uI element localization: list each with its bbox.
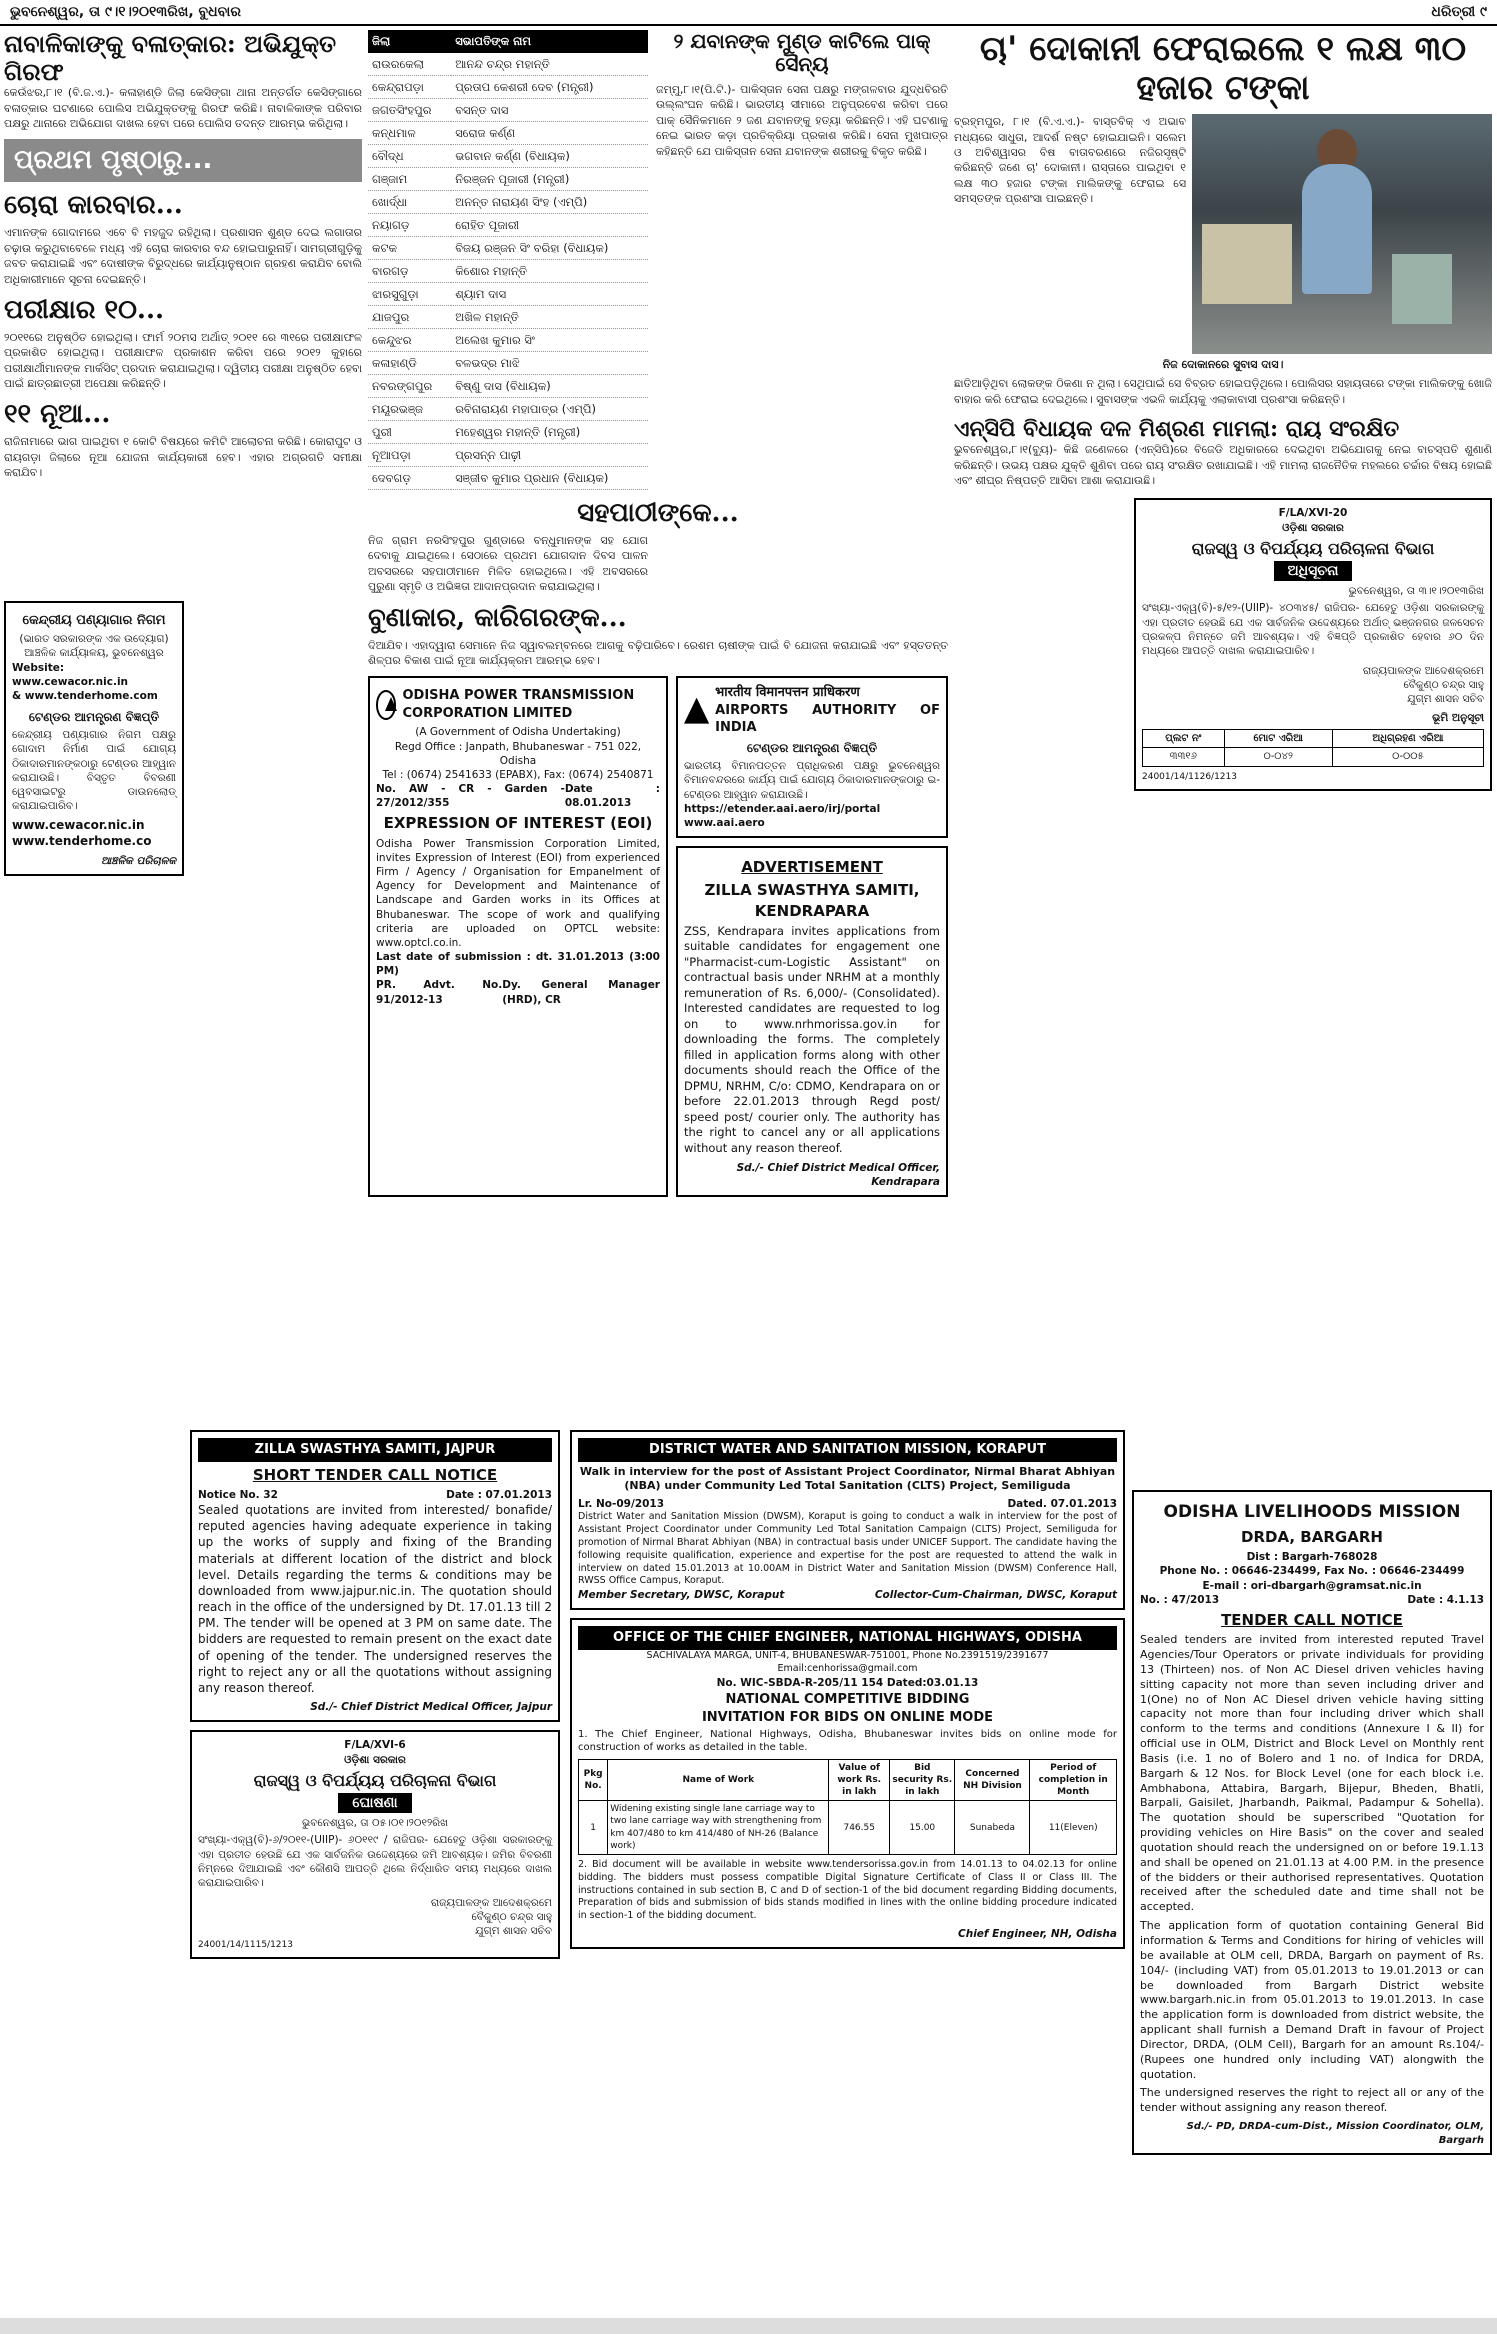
table-cell: ନୂଆପଡ଼ା <box>368 444 451 467</box>
table-cell: ନବରଙ୍ଗପୁର <box>368 375 451 398</box>
article-body: ଏମାନଙ୍କ ଗୋଦାମରେ ଏବେ ବି ମହଜୁଦ ରହିଥିଲା। ପ୍ରଶାସନ ଶୁଣ୍ଡ ଦେଇ ଲଗାତାର ଚଢ଼ାଉ କରୁଥିବାବେଳେ ମଧ୍ୟ ଏହି ଚୋରା କାରବାର ବନ୍ଦ ହୋଇପାରୁନାହିଁ। ସାମଗ୍ରୀଗୁଡ଼ିକୁ ଜବତ କରାଯାଇଛି ଏବଂ ଦୋଷୀଙ୍କ ବିରୁଦ୍ଧରେ କାର୍ଯ୍ୟାନୁଷ୍ଠାନ ଗ୍ରହଣ କରାଯିବ ବୋଲି ଅଧିକାରୀମାନେ ସୂଚନା ଦେଇଛନ୍ତି। <box>4 226 362 286</box>
table-row <box>368 352 648 375</box>
masthead <box>0 0 1497 26</box>
article-body: ୨୦୧୧ରେ ଅନୁଷ୍ଠିତ ହୋଇଥିଲା। ଫାର୍ମ ୨୦ମସ ଅର୍ଥାତ୍ ୨୦୧୧ ରେ ୩୧ରେ ପରୀକ୍ଷାଫଳ ପ୍ରକାଶିତ ହୋଇଥିଲା। ପରୀକ୍ଷାଫଳ ପ୍ରକାଶନ କରିବା ପରେ ୨୦୧୨ କୁହାରେ ପରୀକ୍ଷାର୍ଥୀମାନଙ୍କ ମାର୍କସିଟ୍ ପ୍ରଦାନ କରାଯାଇଥିଲା। ଦ୍ୱିତୀୟ ପରୀକ୍ଷା ଅନୁଷ୍ଠିତ ହେବା ପାଇଁ ଛାତ୍ରଛାତ୍ରୀ ଅପେକ୍ଷା କରିଛନ୍ତି। <box>4 330 362 391</box>
table-cell: ନିରଞ୍ଜନ ପୂଜାରୀ (ମନ୍ତ୍ରୀ) <box>451 168 648 191</box>
table-row <box>368 214 648 237</box>
table-cell: ଆନନ୍ଦ ଚନ୍ଦ୍ର ମହାନ୍ତି <box>451 53 648 76</box>
optcl-tel: Tel : (0674) 2541633 (EPABX), Fax: (0674) 2540871 <box>382 768 654 781</box>
rev1-code: F/LA/XVI-20 <box>1278 507 1348 520</box>
nh-title: NATIONAL COMPETITIVE BIDDING <box>725 1691 970 1707</box>
article-body: ରାଜିନାମାରେ ଭାଗ ପାଇଥିବା ୧ କୋଟି ବିଷୟରେ କମିଟି ଆଲୋଚନା କରିଛି। କୋରାପୁଟ ଓ ରାୟଗଡ଼ା ଜିଲାରେ ନୂଆ ଯୋଜନା କାର୍ଯ୍ୟକାରୀ ହେବ। ଏହାର ଅଗ୍ରଗତି ସମୀକ୍ଷା କରାଯିବ। <box>4 435 362 480</box>
rev1-gov: ଓଡ଼ିଶା ସରକାର <box>1282 521 1344 534</box>
olm-no: No. : 47/2013 <box>1140 1593 1220 1606</box>
table-cell: ବୌଦ୍ଧ <box>368 145 451 168</box>
headline-classmates: ସହପାଠୀଙ୍କେ... <box>577 498 739 528</box>
dwsm-sig1: Member Secretary, DWSC, Koraput <box>578 1589 785 1602</box>
article-body: ଦିଆଯିବ। ଏହାଦ୍ୱାରା ସେମାନେ ନିଜ ସ୍ୱାବଲମ୍ବନରେ ଆଗକୁ ବଢ଼ିପାରିବେ। ରେଶମ ଚାଷୀଙ୍କ ପାଇଁ ବି ଯୋଜନା କରାଯାଇଛି ଏବଂ ହସ୍ତତନ୍ତ ଶିଳ୍ପର ବିକାଶ ପାଇଁ ନୂଆ କାର୍ଯ୍ୟକ୍ରମ ଆରମ୍ଭ ହେବ। <box>368 638 948 667</box>
rev2-sig2: ବୈକୁଣ୍ଠ ଚନ୍ଦ୍ର ସାହୁ <box>471 1911 552 1924</box>
optcl-no: No. AW - CR - Garden - 27/2012/355 <box>376 783 565 810</box>
table-cell: ରବିନାରାୟଣ ମହାପାତ୍ର (ଏମ୍‌ପି) <box>451 398 648 421</box>
president-table <box>368 30 648 490</box>
table-cell: କଳାହାଣ୍ଡି <box>368 352 451 375</box>
zssk-title: ADVERTISEMENT <box>741 858 883 877</box>
article-body: ବ୍ରହ୍ମପୁର, ୮।୧ (ବି.ଏ.ଏ.)- ବାସ୍ତବିକ୍ ଏ ଅଭାବ ମଧ୍ୟରେ ସାଧୁତା, ଆଦର୍ଶ ନଷ୍ଟ ହୋଇଯାଇନି। ସଲେମ ଓ ଅବିଶ୍ୱାସର ବିଷ ବାତାବରଣରେ ନଜିରସୃଷ୍ଟି କରିଛନ୍ତି ଜଣେ ଚା' ଦୋକାନୀ। ରାସ୍ତାରେ ପାଇଥିବା ୧ ଲକ୍ଷ ୩୦ ହଜାର ଟଙ୍କା ମାଲିକଙ୍କୁ ଫେରାଇ ସେ ସମସ୍ତଙ୍କ ପ୍ରଶଂସା ପାଇଛନ୍ତି। <box>954 115 1186 206</box>
zssk-name: ZILLA SWASTHYA SAMITI, KENDRAPARA <box>704 881 920 920</box>
zssj-no: Notice No. 32 <box>198 1488 278 1501</box>
headline-ncp: ଏନ୍‌ସିପି ବିଧାୟକ ଦଳ ମିଶ୍ରଣ ମାମଲା: ରାୟ ସଂରକ୍ଷିତ <box>954 415 1400 442</box>
table-cell: ଝାରସୁଗୁଡ଼ା <box>368 283 451 306</box>
table-cell: ଗଞ୍ଜାମ <box>368 168 451 191</box>
ad-cewacor <box>4 601 184 876</box>
olm-date: Date : 4.1.13 <box>1407 1593 1484 1606</box>
rev1-dept: ରାଜସ୍ୱ ଓ ବିପର୍ଯ୍ୟୟ ପରିଚାଳନା ବିଭାଗ <box>1191 538 1435 558</box>
table-cell: ପୁରୀ <box>368 421 451 444</box>
optcl-signature: Dy. General Manager (HRD), CR <box>502 979 660 1006</box>
table-cell: ବିଜୟ ରଞ୍ଜନ ସିଂ ବରିହା (ବିଧାୟକ) <box>451 237 648 260</box>
table-cell: 1 <box>579 1801 608 1855</box>
tea-shop-photo <box>1192 114 1492 354</box>
table-cell: ମହେଶ୍ୱର ମହାନ୍ତି (ମନ୍ତ୍ରୀ) <box>451 421 648 444</box>
ad-zss-kendrapara <box>676 846 948 1197</box>
zssj-signature: Sd./- Chief District Medical Officer, Jajpur <box>310 1701 552 1714</box>
olm-unit: DRDA, BARGARH <box>1241 1527 1383 1546</box>
headline-smuggling: ଚୋରା କାରବାର... <box>4 190 183 221</box>
table-cell: ୦-୦୦୫ <box>1332 748 1483 767</box>
dwsm-no: Lr. No-09/2013 <box>578 1498 665 1511</box>
table-cell: କିଶୋର ମହାନ୍ତି <box>451 260 648 283</box>
table-cell: ପ୍ରତାପ କେଶରୀ ଦେବ (ମନ୍ତ୍ରୀ) <box>451 76 648 99</box>
table-cell: କନ୍ଧମାଳ <box>368 122 451 145</box>
column-2 <box>368 30 948 1205</box>
optcl-subtitle: (A Government of Odisha Undertaking) <box>415 726 621 739</box>
article-body: ଜମ୍ମୁ,୮।୧(ପି.ଟି.)- ପାକିସ୍ତାନ ସେନା ପକ୍ଷରୁ ମଙ୍ଗଳବାର ଯୁଦ୍ଧବିରତି ଉଲ୍ଲଂଘନ କରିଛି। ଭାରତୀୟ ସୀମାରେ ଅନୁପ୍ରବେଶ କରିବା ପରେ ପାକ୍ ସୈନିକମାନେ ୨ ଜଣ ଯବାନଙ୍କୁ ହତ୍ୟା କରିଛନ୍ତି। ଏହି ଘଟଣାକୁ ନେଇ ଭାରତ କଡ଼ା ପ୍ରତିକ୍ରିୟା ପ୍ରକାଶ କରିଛି। ସେନା ମୁଖପାତ୍ର କହିଛନ୍ତି ଯେ ପାକିସ୍ତାନ ସେନା ଯବାନଙ୍କ ଶରୀରକୁ ବିକୃତ କରିଛି। <box>656 83 948 158</box>
ad-revenue-ghoshana <box>190 1730 560 1958</box>
nh-table <box>578 1759 1117 1855</box>
table-cell: ସଞ୍ଜୀବ କୁମାର ପ୍ରଧାନ (ବିଧାୟକ) <box>451 467 648 490</box>
rev1-sig2: ବୈକୁଣ୍ଠ ଚନ୍ଦ୍ର ସାହୁ <box>1403 679 1484 692</box>
zssj-name: ZILLA SWASTHYA SAMITI, JAJPUR <box>198 1438 552 1462</box>
table-row <box>368 168 648 191</box>
headline-weavers: ବୁଣାକାର, କାରିଗରଙ୍କ... <box>368 602 627 633</box>
table-row <box>368 306 648 329</box>
rev2-sig3: ଯୁଗ୍ମ ଶାସନ ସଚିବ <box>475 1925 552 1938</box>
table-header-cell: ମୋଟ ଏରିଆ <box>1224 729 1332 748</box>
nh-intro: 1. The Chief Engineer, National Highways, Odisha, Bhubaneswar invites bids on online mode for construction of works as detailed in the table. <box>578 1728 1117 1754</box>
rev2-sig1: ରାଜ୍ୟପାଳଙ୍କ ଆଦେଶକ୍ରମେ <box>430 1897 552 1910</box>
photo-caption: ନିଜ ଦୋକାନରେ ସୁବାସ ଦାସ। <box>1162 358 1284 372</box>
rev1-footer: 24001/14/1126/1213 <box>1142 771 1237 782</box>
table-row <box>368 191 648 214</box>
rev2-dept: ରାଜସ୍ୱ ଓ ବିପର୍ଯ୍ୟୟ ପରିଚାଳନା ବିଭାଗ <box>253 1770 497 1790</box>
nh-name: OFFICE OF THE CHIEF ENGINEER, NATIONAL HIGHWAYS, ODISHA <box>578 1626 1117 1650</box>
table-row <box>368 260 648 283</box>
optcl-last-date: Last date of submission : dt. 31.01.2013 (3:00 PM) <box>376 951 660 978</box>
table-cell: ଅନନ୍ତ ନାରାୟଣ ସିଂହ (ଏମ୍‌ପି) <box>451 191 648 214</box>
table-cell: ରୋହିତ ପୂଜାରୀ <box>451 214 648 237</box>
dwsm-name: DISTRICT WATER AND SANITATION MISSION, KORAPUT <box>578 1438 1117 1462</box>
optcl-date: Date : 08.01.2013 <box>564 783 660 810</box>
table-header-cell: Name of Work <box>608 1759 829 1800</box>
table-cell: ବସନ୍ତ ଦାସ <box>451 99 648 122</box>
dwsm-date: Dated. 07.01.2013 <box>1007 1498 1117 1511</box>
table-cell: ସରୋଜ କର୍ଣ୍ଣ <box>451 122 648 145</box>
table-cell: ଖୋର୍ଦ୍ଧା <box>368 191 451 214</box>
olm-title: TENDER CALL NOTICE <box>1221 1610 1403 1629</box>
zssk-body: ZSS, Kendrapara invites applications from suitable candidates for engagement one "Pharmacist-cum-Logistic Assistant" on contractual basis under NRHM at a monthly remuneration of Rs. 6,000/- (Consolidated). Interested candidates are requested to log on to www.nrhmorissa.gov.in for downloading the forms. The completely filled in application forms along with other documents should reach the Office of the DPMU, NRHM, C/o: CDMO, Kendrapara on or before 22.01.2013 through Regd post/ speed post/ courier only. The authority has the right to cancel any or all applications without any reason thereof. <box>684 923 940 1155</box>
table-cell: ମୟୂରଭଞ୍ଜ <box>368 398 451 421</box>
shop-shelf-shape <box>1202 224 1292 304</box>
article-pak <box>656 30 948 490</box>
masthead-date: ଭୁବନେଶ୍ୱର, ତା ୯।୧।୨୦୧୩ରିଖ, ବୁଧବାର <box>10 4 241 20</box>
aai-website[interactable]: www.aai.aero <box>684 816 765 829</box>
shop-jar-shape <box>1392 254 1452 324</box>
article-body: ନିଜ ଗ୍ରାମ ନରସିଂହପୁର ଗୁଣ୍ଡାରେ ବନ୍ଧୁମାନଙ୍କ ସହ ଯୋଗ ଦେବାକୁ ଯାଇଥିଲେ। ସେଠାରେ ପ୍ରଥମ ଯୋଗଦାନ ଦିବସ ପାଳନ ଅବସରରେ ସହପାଠୀମାନେ ମିଳିତ ହୋଇଥିଲେ। ଏହି ଅବସରରେ ପୁରୁଣା ସ୍ମୃତି ଓ ଅଭିଜ୍ଞତା ଆଦାନପ୍ରଦାନ କରାଯାଇଥିଲା। <box>368 534 648 594</box>
ad-dwsm-koraput <box>570 1430 1125 1610</box>
continued-banner: ପ୍ରଥମ ପୃଷ୍ଠାରୁ... <box>4 139 362 182</box>
rev2-title: ଘୋଷଣା <box>338 1793 411 1813</box>
headline-pak-soldiers: ୨ ଯବାନଙ୍କ ମୁଣ୍ଡ କାଟିଲେ ପାକ୍ ସୈନ୍ୟ <box>673 30 931 76</box>
ad-website-3[interactable]: www.cewacor.nic.in <box>12 818 145 833</box>
table-header-cell: Period of completion in Month <box>1030 1759 1117 1800</box>
page-footer-bar <box>0 2318 1497 2334</box>
article-body: ଭୁବନେଶ୍ୱର,୮।୧(ବ୍ୟୁ)- କିଛି ଜଣେଳରେ (ଏନ୍‌ସିପି)ରେ ବିଜେଡି ଅଧିକାରରେ ଦେଇଥିବା ଅଭିଯୋଗକୁ ନେଇ ବାଚସ୍ପତି ଶୁଣାଣି କରିଛନ୍ତି। ଉଭୟ ପକ୍ଷର ଯୁକ୍ତି ଶୁଣିବା ପରେ ରାୟ ସଂରକ୍ଷିତ ରଖାଯାଇଛି। ଏହି ମାମଲା ରାଜନୈତିକ ମହଲରେ ଚର୍ଚ୍ଚାର ବିଷୟ ହୋଇଛି ଏବଂ ଶୀଘ୍ର ନିଷ୍ପତ୍ତି ଆସିବା ଆଶା କରାଯାଉଛି। <box>954 443 1492 488</box>
table-cell: ନୟାଗଡ଼ <box>368 214 451 237</box>
table-header-cell: Pkg No. <box>579 1759 608 1800</box>
table-row <box>368 329 648 352</box>
ad-body: କେନ୍ଦ୍ରୀୟ ପଣ୍ୟାଗାର ନିଗମ ପକ୍ଷରୁ ଗୋଦାମ ନିର୍ମାଣ ପାଇଁ ଯୋଗ୍ୟ ଠିକାଦାରମାନଙ୍କଠାରୁ ଟେଣ୍ଡର ଆହ୍ୱାନ କରାଯାଉଛି। ବିସ୍ତୃତ ବିବରଣୀ ୱେବସାଇଟରୁ ଡାଉନଲୋଡ୍ କରାଯାଇପାରିବ। <box>12 729 176 813</box>
table-cell: 746.55 <box>829 1801 890 1855</box>
column-3 <box>954 30 1492 799</box>
article-body: ଛାତିଆଡ଼ିଥିବା ଲୋକଙ୍କ ଠିକଣା ନ ଥିଲା। ସେଥିପାଇଁ ସେ ବିବ୍ରତ ହୋଇପଡ଼ିଥିଲେ। ପୋଲିସର ସହାୟତାରେ ଟଙ୍କା ମାଲିକଙ୍କୁ ଖୋଜି ବାହାର କରି ଫେରାଇ ଦେଇଥିଲେ। ସୁବାସଙ୍କ ଏଭଳି କାର୍ଯ୍ୟକୁ ଏଲାକାବାସୀ ପ୍ରଶଂସା କରିଛନ୍ତି। <box>954 377 1492 406</box>
ad-revenue-notification <box>1134 498 1492 791</box>
table-cell: ବାରଗଡ଼ <box>368 260 451 283</box>
table-cell: ୦-୦୪୨ <box>1224 748 1332 767</box>
table-row <box>368 467 648 490</box>
zssj-body: Sealed quotations are invited from interested/ bonafide/ reputed agencies having adequate experience in taking up the works of supply and fixing of the Branding materials at different location of the district and block level. Details regarding the terms & conditions may be downloaded from www.jajpur.nic.in. The quotation should reach in the office of the undersigned by Dt. 17.01.13 till 2 PM. The tender will be opened at 3 PM on same date. The bidders are requested to remain present on the exact date of opening of the tender. The undersigned reserves the right to reject any or all the quotations without assigning any reason thereof. <box>198 1502 552 1696</box>
table-cell: ୩୩୧୬ <box>1143 748 1225 767</box>
headline-eleven-new: ୧୧ ନୂଆ... <box>4 399 111 430</box>
table-cell: ଭଗବାନ କର୍ଣ୍ଣ (ବିଧାୟକ) <box>451 145 648 168</box>
aai-hindi: भारतीय विमानपत्तन प्राधिकरण <box>715 685 860 701</box>
optcl-title: EXPRESSION OF INTEREST (EOI) <box>383 814 653 833</box>
rev1-title: ଅଧିସୂଚନା <box>1274 561 1353 581</box>
article-body: କେଉଁଝର,୮।୧ (ବି.ଜ.ଏ.)- କଳାହାଣ୍ଡି ଜିଲା କେସିଙ୍ଗା ଥାନା ଅନ୍ତର୍ଗତ କେସିଙ୍ଗାରେ ବଳାତ୍କାର ଘଟଣାରେ ପୋଲିସ ଅଭିଯୁକ୍ତଙ୍କୁ ଗିରଫ କରିଛି। ନାବାଳିକାଙ୍କ ପରିବାର ପକ୍ଷରୁ ଥାନାରେ ଅଭିଯୋଗ ଦାଖଲ ହେବା ପରେ ପୋଲିସ ତଦନ୍ତ ଆରମ୍ଭ କରିଥିଲା। <box>4 86 362 130</box>
olm-ad-wrap <box>1132 1490 1492 2163</box>
table-row <box>368 444 648 467</box>
optcl-address: Regd Office : Janpath, Bhubaneswar - 751 022, Odisha <box>394 740 642 767</box>
aai-heading: ଟେଣ୍ଡର ଆମନ୍ତ୍ରଣ ବିଜ୍ଞପ୍ତି <box>746 740 878 755</box>
rev2-date: ଭୁବନେଶ୍ୱର, ତା ୦୫।୦୧।୨୦୧୨ରିଖ <box>302 1817 448 1830</box>
table-header-cell: ପ୍ଲଟ ନଂ <box>1143 729 1225 748</box>
table-cell: ଶ୍ୟାମ ଦାସ <box>451 283 648 306</box>
table-row <box>368 375 648 398</box>
rev2-footer: 24001/14/1115/1213 <box>198 1939 293 1950</box>
table-row <box>368 122 648 145</box>
ad-national-highways <box>570 1618 1125 1949</box>
table-cell: 11(Eleven) <box>1030 1801 1117 1855</box>
table-header-cell: ଅଧିଗ୍ରହଣ ଏରିଆ <box>1332 729 1483 748</box>
headline-rape-arrest: ନାବାଳିକାଙ୍କୁ ବଳାତ୍କାର: ଅଭିଯୁକ୍ତ ଗିରଫ <box>4 30 337 86</box>
table-cell: କେନ୍ଦ୍ରାପଡ଼ା <box>368 76 451 99</box>
headline-tea-seller: ଚା' ଦୋକାନୀ ଫେରାଇଲେ ୧ ଲକ୍ଷ ୩୦ ହଜାର ଟଙ୍କା <box>979 30 1467 109</box>
land-schedule-table <box>1142 729 1484 767</box>
table-cell: ପ୍ରସନ୍ନ ପାଢ଼ୀ <box>451 444 648 467</box>
ad-zss-jajpur <box>190 1430 560 1722</box>
ad-website-4[interactable]: www.tenderhome.co <box>12 834 152 849</box>
table-header-cell: ସଭାପତିଙ୍କ ନାମ <box>451 30 648 53</box>
zssk-signature: Sd./- Chief District Medical Officer, Kendrapara <box>736 1161 940 1188</box>
olm-signature: Sd./- PD, DRDA-cum-Dist., Mission Coordinator, OLM, Bargarh <box>1186 2121 1484 2146</box>
table-cell: ଅଲେଖ କୁମାର ସିଂ <box>451 329 648 352</box>
optcl-body: Odisha Power Transmission Corporation Limited, invites Expression of Interest (EOI) from experienced Firm / Agency / Organisation for Empanelment of Agency for Development and Maintenance of Landscape and Garden works in its Offices at Bhubaneswar. The scope of work and qualifying criteria are uploaded on OPTCL website: www.optcl.co.in. <box>376 837 660 949</box>
optcl-name: ODISHA POWER TRANSMISSION CORPORATION LIMITED <box>402 688 635 721</box>
table-cell: କଟକ <box>368 237 451 260</box>
table-header-cell: Value of work Rs. in lakh <box>829 1759 890 1800</box>
optcl-pr: PR. Advt. No. 91/2012-13 <box>376 979 503 1006</box>
table-row <box>368 145 648 168</box>
masthead-page: ଧରିତ୍ରୀ ୯ <box>1431 4 1487 20</box>
rev1-land-title: ଭୂମି ଅନୁସୂଚୀ <box>1432 711 1484 724</box>
ad-title: କେନ୍ଦ୍ରୀୟ ପଣ୍ୟାଗାର ନିଗମ <box>22 612 166 628</box>
president-table-wrap <box>368 30 648 490</box>
dwsm-sig2: Collector-Cum-Chairman, DWSC, Koraput <box>874 1589 1117 1602</box>
rev2-gov: ଓଡ଼ିଶା ସରକାର <box>344 1753 406 1766</box>
nh-title-2: INVITATION FOR BIDS ON ONLINE MODE <box>701 1710 994 1726</box>
ad-signature: ଆଞ୍ଚଳିକ ପରିଚାଳକ <box>100 854 176 867</box>
table-cell: ଅଖିଳ ମହାନ୍ତି <box>451 306 648 329</box>
rev1-sig1: ରାଜ୍ୟପାଳଙ୍କ ଆଦେଶକ୍ରମେ <box>1362 665 1484 678</box>
table-cell: ବିଷ୍ଣୁ ଦାସ (ବିଧାୟକ) <box>451 375 648 398</box>
table-cell: ଦେବଗଡ଼ <box>368 467 451 490</box>
table-row <box>368 421 648 444</box>
table-row <box>368 398 648 421</box>
olm-dist: Dist : Bargarh-768028 <box>1246 1551 1378 1564</box>
table-header-cell: ଜିଲା <box>368 30 451 53</box>
optcl-logo-icon <box>376 690 396 720</box>
rev1-body: ସଂଖ୍ୟା-ଏକ୍ୱ(ବି)-୫/୧୨-(UIIP)- ୪୦୩୪୫/ ରାଜିପର- ଯେହେତୁ ଓଡ଼ିଶା ସରକାରଙ୍କୁ ଏହା ପ୍ରତୀତ ହେଉଛି ଯେ ଏକ ସାର୍ବଜନିକ ଉଦ୍ଦେଶ୍ୟରେ ଅର୍ଥାତ୍ ଭଞ୍ଜନଗର ଜଳସେଚନ ପ୍ରକଳ୍ପ ନିମନ୍ତେ ଜମି ଆବଶ୍ୟକ। ଏହି ବିଜ୍ଞପ୍ତି ପ୍ରକାଶିତ ହେବାର ୬୦ ଦିନ ମଧ୍ୟରେ ଆପତ୍ତି ଦାଖଲ କରାଯାଇପାରିବ। <box>1142 602 1484 657</box>
rev1-sig3: ଯୁଗ୍ମ ଶାସନ ସଚିବ <box>1407 693 1484 706</box>
table-header-cell: Concerned NH Division <box>955 1759 1030 1800</box>
aai-url[interactable]: https://etender.aai.aero/irj/portal <box>684 802 881 815</box>
table-cell: 15.00 <box>890 1801 955 1855</box>
rev2-code: F/LA/XVI-6 <box>344 1739 406 1752</box>
table-cell: ବଳଭଦ୍ର ମାଝି <box>451 352 648 375</box>
ad-optcl <box>368 676 668 1197</box>
dwsm-body: District Water and Sanitation Mission (DWSM), Koraput is going to conduct a walk in interview for the post of Assistant Project Coordinator under Community Led Total Sanitation Campaign (CLTS) Project, Semiliguda for promotion of Nirmal Bharat Abhiyan (NBA) in contractual basis under UNICEF Support. The candidate having the following requisite qualification, experience and expertise for the post are requested to attend the walk in interview on dated 15.01.2013 at 10.00AM in District Water and Sanitation Mission (DWSM) Conference Hall, RWSS Office Campus, Koraput. <box>578 1511 1117 1587</box>
person-body-shape <box>1302 164 1372 294</box>
table-cell: ରାଉରକେଲା <box>368 53 451 76</box>
nh-no: No. WIC-SBDA-R-205/11 154 Dated:03.01.13 <box>716 1676 979 1689</box>
ad-website-2[interactable]: & www.tenderhome.com <box>12 689 158 702</box>
ad-website[interactable]: Website: www.cewacor.nic.in <box>12 661 129 688</box>
olm-email[interactable]: E-mail : ori-dbargarh@gramsat.nic.in <box>1202 1579 1422 1592</box>
table-row <box>368 76 648 99</box>
table-cell: Sunabeda <box>955 1801 1030 1855</box>
table-row <box>368 53 648 76</box>
lower-left-ads <box>190 1430 560 1967</box>
table-cell: କେନ୍ଦୁଝର <box>368 329 451 352</box>
olm-para-3: The undersigned reserves the right to reject all or any of the tender without assigning any reason thereof. <box>1140 2086 1484 2115</box>
column-1 <box>4 30 362 884</box>
headline-exam: ପରୀକ୍ଷାର ୧୦... <box>4 294 165 325</box>
olm-para-1: Sealed tenders are invited from interested reputed Travel Agencies/Tour Operators or private individuals for providing 13 (Thirteen) nos. of Non AC Diesel driven vehicles having sitting capacity not more than seven including driver and 1(One) no of Non AC Diesel driven vehicle having sitting capacity not more than four including driver which shall conform to the terms and conditions (Annexure I & II) for official use in OLM, District and Block Level on Monthly rent Basis (i.e. 1 no of Bolero and 1 no. of Indica for DRDA, Bargarh & 12 Nos. for Block Level (one for each block i.e. Ambhabona, Attabira, Bargarh, Bijepur, Bheden, Bhatli, Barpali, Gaisilet, Jharbandh, Paikmal, Padampur & Sohella). The quotation should be superscribed "Quotation for providing vehicles on Hire Basis" on the cover and sealed quotation should reach the undersigned on or before 19.1.13 and shall be opened on 21.01.13 at 4.00 P.M. in the presence of the bidders or their authorised representatives. Quotation received after the scheduled date and time shall not be accepted. <box>1140 1633 1484 1914</box>
aai-name: AIRPORTS AUTHORITY OF INDIA <box>715 702 940 736</box>
ad-heading: ଟେଣ୍ଡର ଆମନ୍ତ୍ରଣ ବିଜ୍ଞପ୍ତି <box>28 710 160 725</box>
zssj-date: Date : 07.01.2013 <box>446 1488 552 1501</box>
table-row <box>368 99 648 122</box>
dwsm-subtitle: Walk in interview for the post of Assistant Project Coordinator, Nirmal Bharat Abhiyan (NBA) under Community Led Total Sanitation (CLTS) Project, Semiliguda <box>579 1464 1116 1493</box>
table-row <box>368 237 648 260</box>
ad-subtitle: (ଭାରତ ସରକାରଙ୍କ ଏକ ଉଦ୍ୟୋଗ) <box>19 633 169 646</box>
nh-body: 2. Bid document will be available in website www.tendersorissa.gov.in from 14.01.13 to 04.02.13 for online bidding. The bidders must possess compatible Digital Signature Certificate of Class II or Class III. The instructions contained in sub section B, C and D of section-1 of the bid document regarding Bidding documents, Preparation of bids and submission of bids stands modified in lines with the online bidding procedure indicated in section-1 of the bidding document. <box>578 1858 1117 1922</box>
olm-name: ODISHA LIVELIHOODS MISSION <box>1163 1502 1461 1522</box>
table-cell: Widening existing single lane carriage way to two lane carriage way with strengthening from km 407/480 to km 414/480 of NH-26 (Balance work) <box>608 1801 829 1855</box>
zssj-title: SHORT TENDER CALL NOTICE <box>252 1465 498 1484</box>
aai-body: ଭାରତୀୟ ବିମାନପତ୍ତନ ପ୍ରାଧିକରଣ ପକ୍ଷରୁ ଭୁବନେଶ୍ୱର ବିମାନବନ୍ଦରରେ କାର୍ଯ୍ୟ ପାଇଁ ଯୋଗ୍ୟ ଠିକାଦାରମାନଙ୍କଠାରୁ ଇ-ଟେଣ୍ଡର ଆହ୍ୱାନ କରାଯାଉଛି। <box>684 760 940 801</box>
lower-middle-ads <box>570 1430 1125 1957</box>
rev1-date: ଭୁବନେଶ୍ୱର, ତା ୩।୧।୨୦୧୩ରିଖ <box>1348 585 1484 598</box>
olm-phone: Phone No. : 06646-234499, Fax No. : 06646-234499 <box>1159 1565 1465 1578</box>
nh-address: SACHIVALAYA MARGA, UNIT-4, BHUBANESWAR-751001, Phone No.2391519/2391677 Email:cenhorissa@gmail.com <box>646 1650 1049 1674</box>
table-cell: ଯାଜପୁର <box>368 306 451 329</box>
table-row <box>368 283 648 306</box>
ad-address: ଆଞ୍ଚଳିକ କାର୍ଯ୍ୟାଳୟ, ଭୁବନେଶ୍ୱର <box>24 647 164 660</box>
ad-olm-bargarh <box>1132 1490 1492 2155</box>
ad-aai <box>676 676 948 838</box>
table-cell: ଜଗତସିଂହପୁର <box>368 99 451 122</box>
nh-signature: Chief Engineer, NH, Odisha <box>958 1927 1117 1940</box>
olm-para-2: The application form of quotation containing General Bid information & Terms and Conditions for hiring of vehicles will be available at OLM cell, DRDA, Bargarh on payment of Rs. 104/- (including VAT) from 05.01.2013 to 19.01.2013 or can be downloaded from Bargarh District website www.bargarh.nic.in from 05.01.2013 to 19.01.2013. In case the application form is downloaded from district website, the applicant shall furnish a Demand Draft in favour of Project Director, DRDA, (OLM Cell), Bargarh for an amount Rs.104/- (Rupees one hundred only including VAT) alongwith the quotation. <box>1140 1919 1484 2081</box>
table-header-cell: Bid security Rs. in lakh <box>890 1759 955 1800</box>
rev2-body: ସଂଖ୍ୟା-ଏକ୍ୱ(ବି)-୬/୨୦୧୧-(UIIP)- ୬୦୧୧୯ / ରାଜିପର- ଯେହେତୁ ଓଡ଼ିଶା ସରକାରଙ୍କୁ ଏହା ପ୍ରତୀତ ହେଉଛି ଯେ ଏକ ସାର୍ବଜନିକ ଉଦ୍ଦେଶ୍ୟରେ ଜମି ଆବଶ୍ୟକ। ଜମିର ବିବରଣୀ ନିମ୍ନରେ ଦିଆଯାଇଛି ଏବଂ କୌଣସି ଆପତ୍ତି ଥିଲେ ନିର୍ଦ୍ଧାରିତ ସମୟ ମଧ୍ୟରେ ଦାଖଲ କରାଯାଇପାରିବ। <box>198 1834 552 1889</box>
aai-logo-icon <box>684 698 709 724</box>
